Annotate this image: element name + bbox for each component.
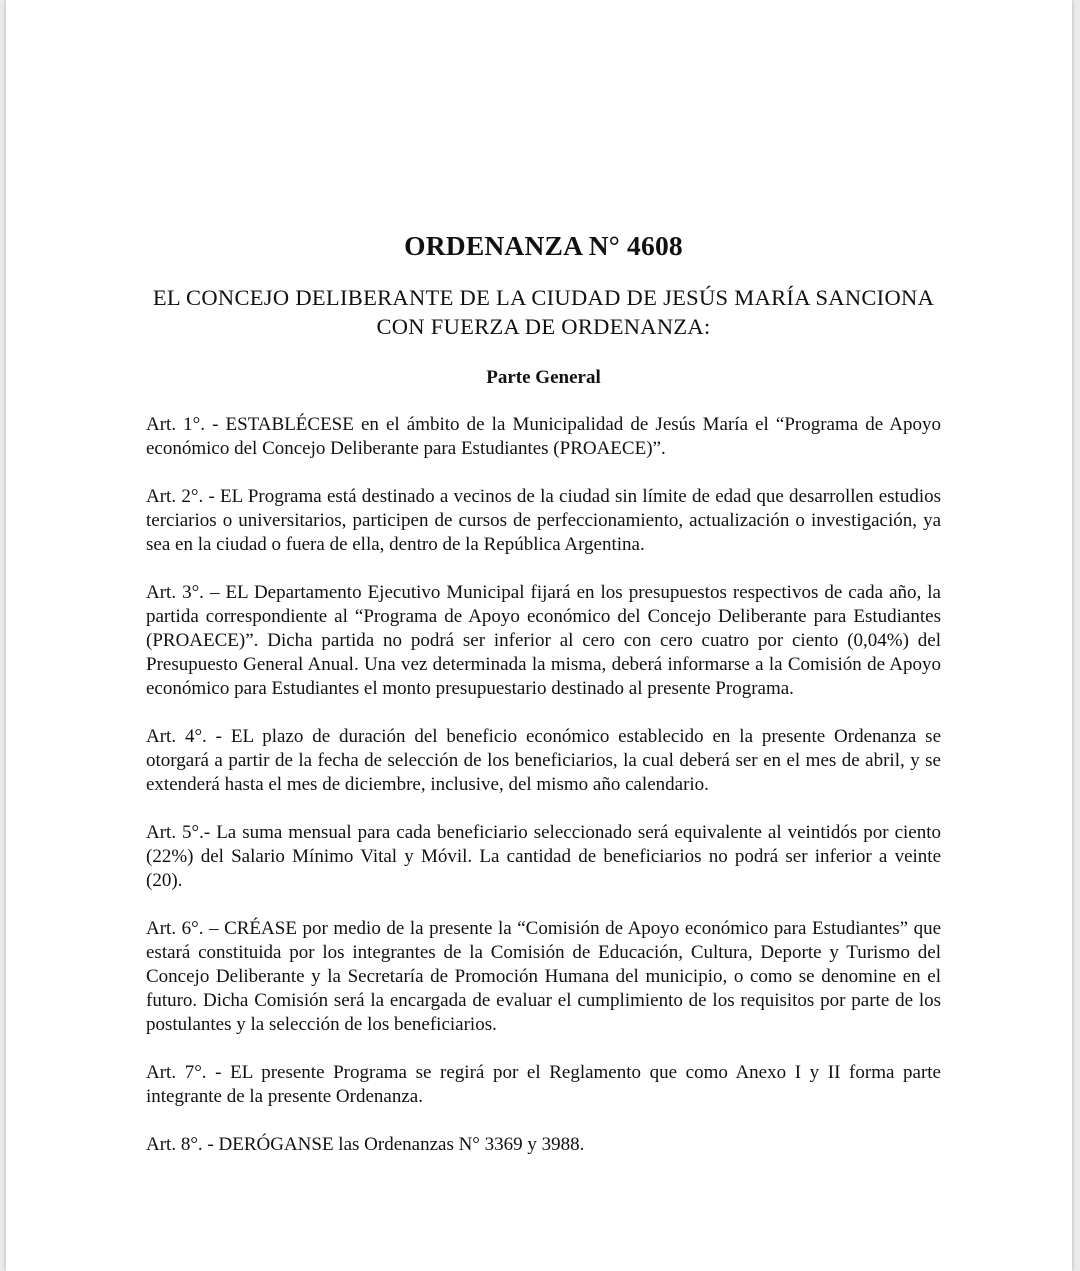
article-7: Art. 7°. - EL presente Programa se regirá por el Reglamento que como Anexo I y II forma parte integrante de la presente Ordenanza. xyxy=(146,1062,941,1107)
article-6: Art. 6°. – CRÉASE por medio de la presente la “Comisión de Apoyo económico para Estudiantes” que estará constituida por los integrantes de la Comisión de Educación, Cultura, Deporte y Turismo del Concejo Deliberante y la Secretaría de Promoción Humana del municipio, o como se denomine en el futuro. Dicha Comisión será la encargada de evaluar el cumplimiento de los requisitos por parte de los postulantes y la selección de los beneficiarios. xyxy=(146,918,941,1035)
document-content xyxy=(146,226,941,1157)
article-2: Art. 2°. - EL Programa está destinado a vecinos de la ciudad sin límite de edad que desarrollen estudios terciarios o universitarios, participen de cursos de perfeccionamiento, actualización o investigación, ya sea en la ciudad o fuera de ella, dentro de la República Argentina. xyxy=(146,486,941,555)
document-page xyxy=(6,0,1072,1271)
article-1: Art. 1°. - ESTABLÉCESE en el ámbito de la Municipalidad de Jesús María el “Programa de Apoyo económico del Concejo Deliberante para Estudiantes (PROAECE)”. xyxy=(146,414,941,459)
ordinance-title: ORDENANZA N° 4608 xyxy=(404,230,683,261)
article-3: Art. 3°. – EL Departamento Ejecutivo Municipal fijará en los presupuestos respectivos de cada año, la partida correspondiente al “Programa de Apoyo económico del Concejo Deliberante para Estudiantes (PROAECE)”. Dicha partida no podrá ser inferior al cero con cero cuatro por ciento (0,04%) del Presupuesto General Anual. Una vez determinada la misma, deberá informarse a la Comisión de Apoyo económico para Estudiantes el monto presupuestario destinado al presente Programa. xyxy=(146,582,941,699)
article-5: Art. 5°.- La suma mensual para cada beneficiario seleccionado será equivalente al veintidós por ciento (22%) del Salario Mínimo Vital y Móvil. La cantidad de beneficiarios no podrá ser inferior a veinte (20). xyxy=(146,822,941,891)
article-4: Art. 4°. - EL plazo de duración del beneficio económico establecido en la presente Ordenanza se otorgará a partir de la fecha de selección de los beneficiarios, la cual deberá ser en el mes de abril, y se extenderá hasta el mes de diciembre, inclusive, del mismo año calendario. xyxy=(146,726,941,795)
article-8: Art. 8°. - DERÓGANSE las Ordenanzas N° 3369 y 3988. xyxy=(146,1134,585,1155)
enacting-clause: EL CONCEJO DELIBERANTE DE LA CIUDAD DE JESÚS MARÍA SANCIONA CON FUERZA DE ORDENANZA: xyxy=(152,285,935,339)
section-heading: Parte General xyxy=(486,367,601,388)
